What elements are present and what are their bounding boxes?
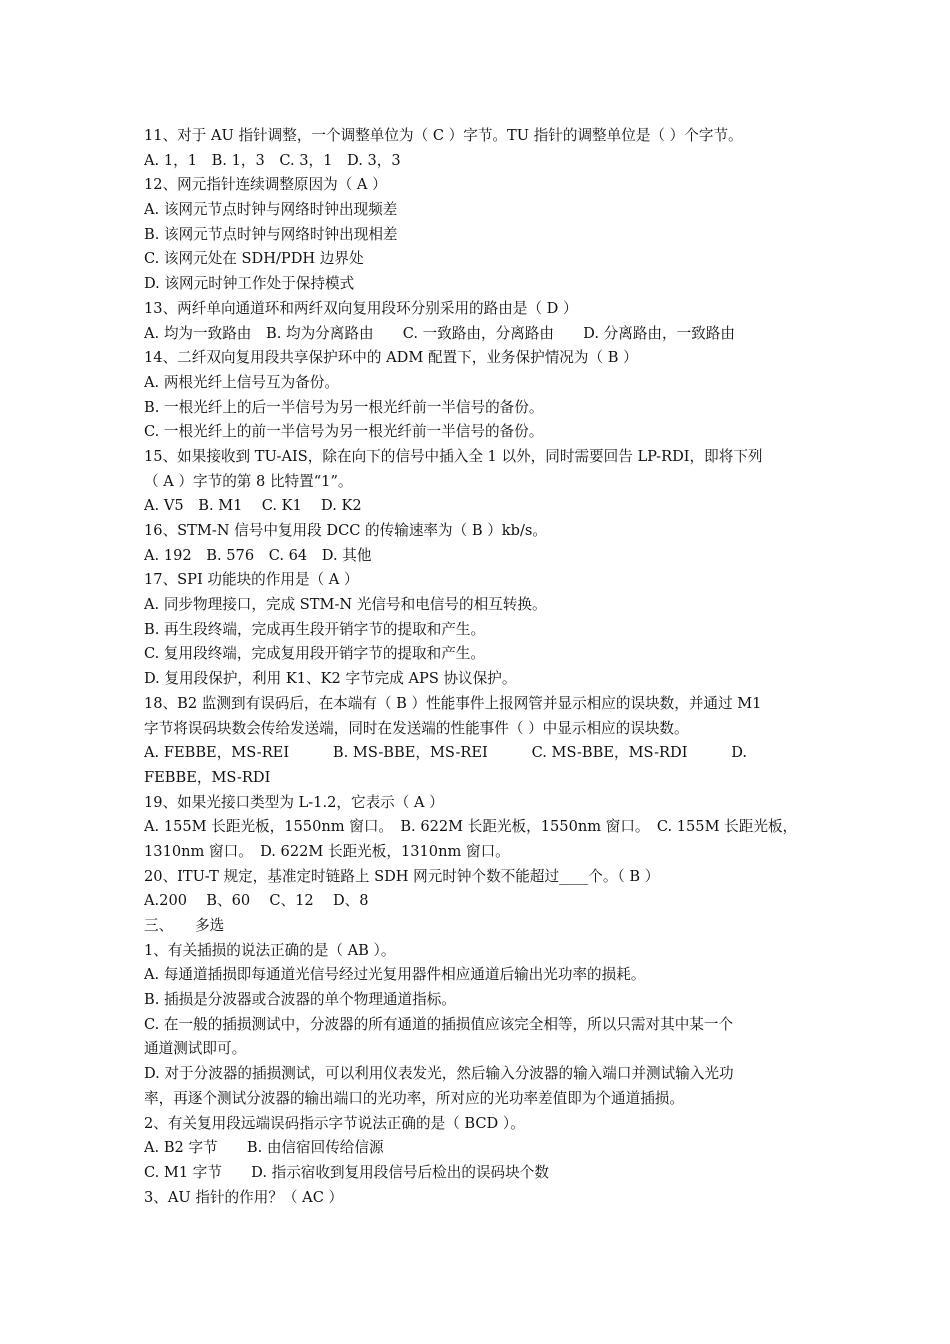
q20-options: A.200 B、60 C、12 D、8 xyxy=(144,892,369,910)
mc1-option-b: B. 插损是分波器或合波器的单个物理通道指标。 xyxy=(144,991,456,1009)
q12-option-b: B. 该网元节点时钟与网络时钟出现相差 xyxy=(144,225,398,243)
mc1-stem: 1、有关插损的说法正确的是（ AB ）。 xyxy=(144,941,396,959)
mc1-option-d-line1: D. 对于分波器的插损测试，可以利用仪表发光，然后输入分波器的输入端口并测试输入光功 xyxy=(144,1065,734,1083)
q15-stem-line1: 15、如果接收到 TU-AIS，除在向下的信号中插入全 1 以外，同时需要回告 LP-RDI，即将下列 xyxy=(144,447,763,465)
q14-stem: 14、二纤双向复用段共享保护环中的 ADM 配置下，业务保护情况为（ B ） xyxy=(144,349,638,367)
document-page xyxy=(144,124,816,1210)
q13-stem: 13、两纤单向通道环和两纤双向复用段环分别采用的路由是（ D ） xyxy=(144,299,578,317)
q11-stem: 11、对于 AU 指针调整，一个调整单位为（ C ）字节。TU 指针的调整单位是（ ）个字节。 xyxy=(144,127,743,144)
mc1-option-d-line2: 率，再逐个测试分波器的输出端口的光功率，所对应的光功率差值即为个通道插损。 xyxy=(144,1089,684,1107)
q15-options: A. V5 B. M1 C. K1 D. K2 xyxy=(144,497,362,515)
q18-options-line1: A. FEBBE，MS-REI B. MS-BBE，MS-REI C. MS-BBE，MS-RDI D. xyxy=(144,744,748,762)
q18-stem-line1: 18、B2 监测到有误码后，在本端有（ B ）性能事件上报网管并显示相应的误块数，并通过 M1 xyxy=(144,694,762,712)
q13-options: A. 均为一致路由 B. 均为分离路由 C. 一致路由，分离路由 D. 分离路由，一致路由 xyxy=(144,324,735,342)
section-heading-multiple-choice: 三、 多选 xyxy=(144,917,225,934)
q20-stem: 20、ITU-T 规定，基准定时链路上 SDH 网元时钟个数不能超过____个。（ B ） xyxy=(144,867,660,885)
q19-stem: 19、如果光接口类型为 L-1.2，它表示（ A ） xyxy=(144,793,444,811)
q18-stem-line2: 字节将误码块数会传给发送端，同时在发送端的性能事件（ ）中显示相应的误块数。 xyxy=(144,719,689,737)
q17-stem: 17、SPI 功能块的作用是（ A ） xyxy=(144,571,359,589)
q16-options: A. 192 B. 576 C. 64 D. 其他 xyxy=(144,546,372,564)
q17-option-d: D. 复用段保护，利用 K1、K2 字节完成 APS 协议保护。 xyxy=(144,670,517,688)
mc3-stem: 3、AU 指针的作用？（ AC ） xyxy=(144,1188,344,1206)
q14-option-b: B. 一根光纤上的后一半信号为另一根光纤前一半信号的备份。 xyxy=(144,398,544,416)
q14-option-a: A. 两根光纤上信号互为备份。 xyxy=(144,373,339,391)
q15-stem-line2: （ A ）字节的第 8 比特置“1”。 xyxy=(144,472,353,490)
q12-option-c: C. 该网元处在 SDH/PDH 边界处 xyxy=(144,250,364,268)
q12-stem: 12、网元指针连续调整原因为（ A ） xyxy=(144,176,387,194)
mc2-stem: 2、有关复用段远端误码指示字节说法正确的是（ BCD ）。 xyxy=(144,1114,525,1132)
q19-options-line2: 1310nm 窗口。 D. 622M 长距光板，1310nm 窗口。 xyxy=(144,842,510,860)
q19-options-line1: A. 155M 长距光板，1550nm 窗口。 B. 622M 长距光板，1550nm 窗口。 C. 155M 长距光板， xyxy=(144,818,798,836)
q17-option-b: B. 再生段终端，完成再生段开销字节的提取和产生。 xyxy=(144,620,486,638)
mc2-options-ab: A. B2 字节 B. 由信宿回传给信源 xyxy=(144,1139,384,1157)
q16-stem: 16、STM-N 信号中复用段 DCC 的传输速率为（ B ）kb/s。 xyxy=(144,522,547,539)
mc1-option-c-line1: C. 在一般的插损测试中，分波器的所有通道的插损值应该完全相等，所以只需对其中某一个 xyxy=(144,1015,734,1033)
q14-option-c: C. 一根光纤上的前一半信号为另一根光纤前一半信号的备份。 xyxy=(144,423,544,441)
q11-options: A. 1，1 B. 1，3 C. 3，1 D. 3，3 xyxy=(144,151,401,169)
q12-option-d: D. 该网元时钟工作处于保持模式 xyxy=(144,275,355,293)
q18-options-line2: FEBBE，MS-RDI xyxy=(144,768,271,786)
q17-option-a: A. 同步物理接口，完成 STM-N 光信号和电信号的相互转换。 xyxy=(144,596,547,614)
mc1-option-a: A. 每通道插损即每通道光信号经过光复用器件相应通道后输出光功率的损耗。 xyxy=(144,966,646,984)
mc1-option-c-line2: 通道测试即可。 xyxy=(144,1040,247,1058)
q12-option-a: A. 该网元节点时钟与网络时钟出现频差 xyxy=(144,201,398,219)
mc2-options-cd: C. M1 字节 D. 指示宿收到复用段信号后检出的误码块个数 xyxy=(144,1163,549,1181)
q17-option-c: C. 复用段终端，完成复用段开销字节的提取和产生。 xyxy=(144,645,485,663)
